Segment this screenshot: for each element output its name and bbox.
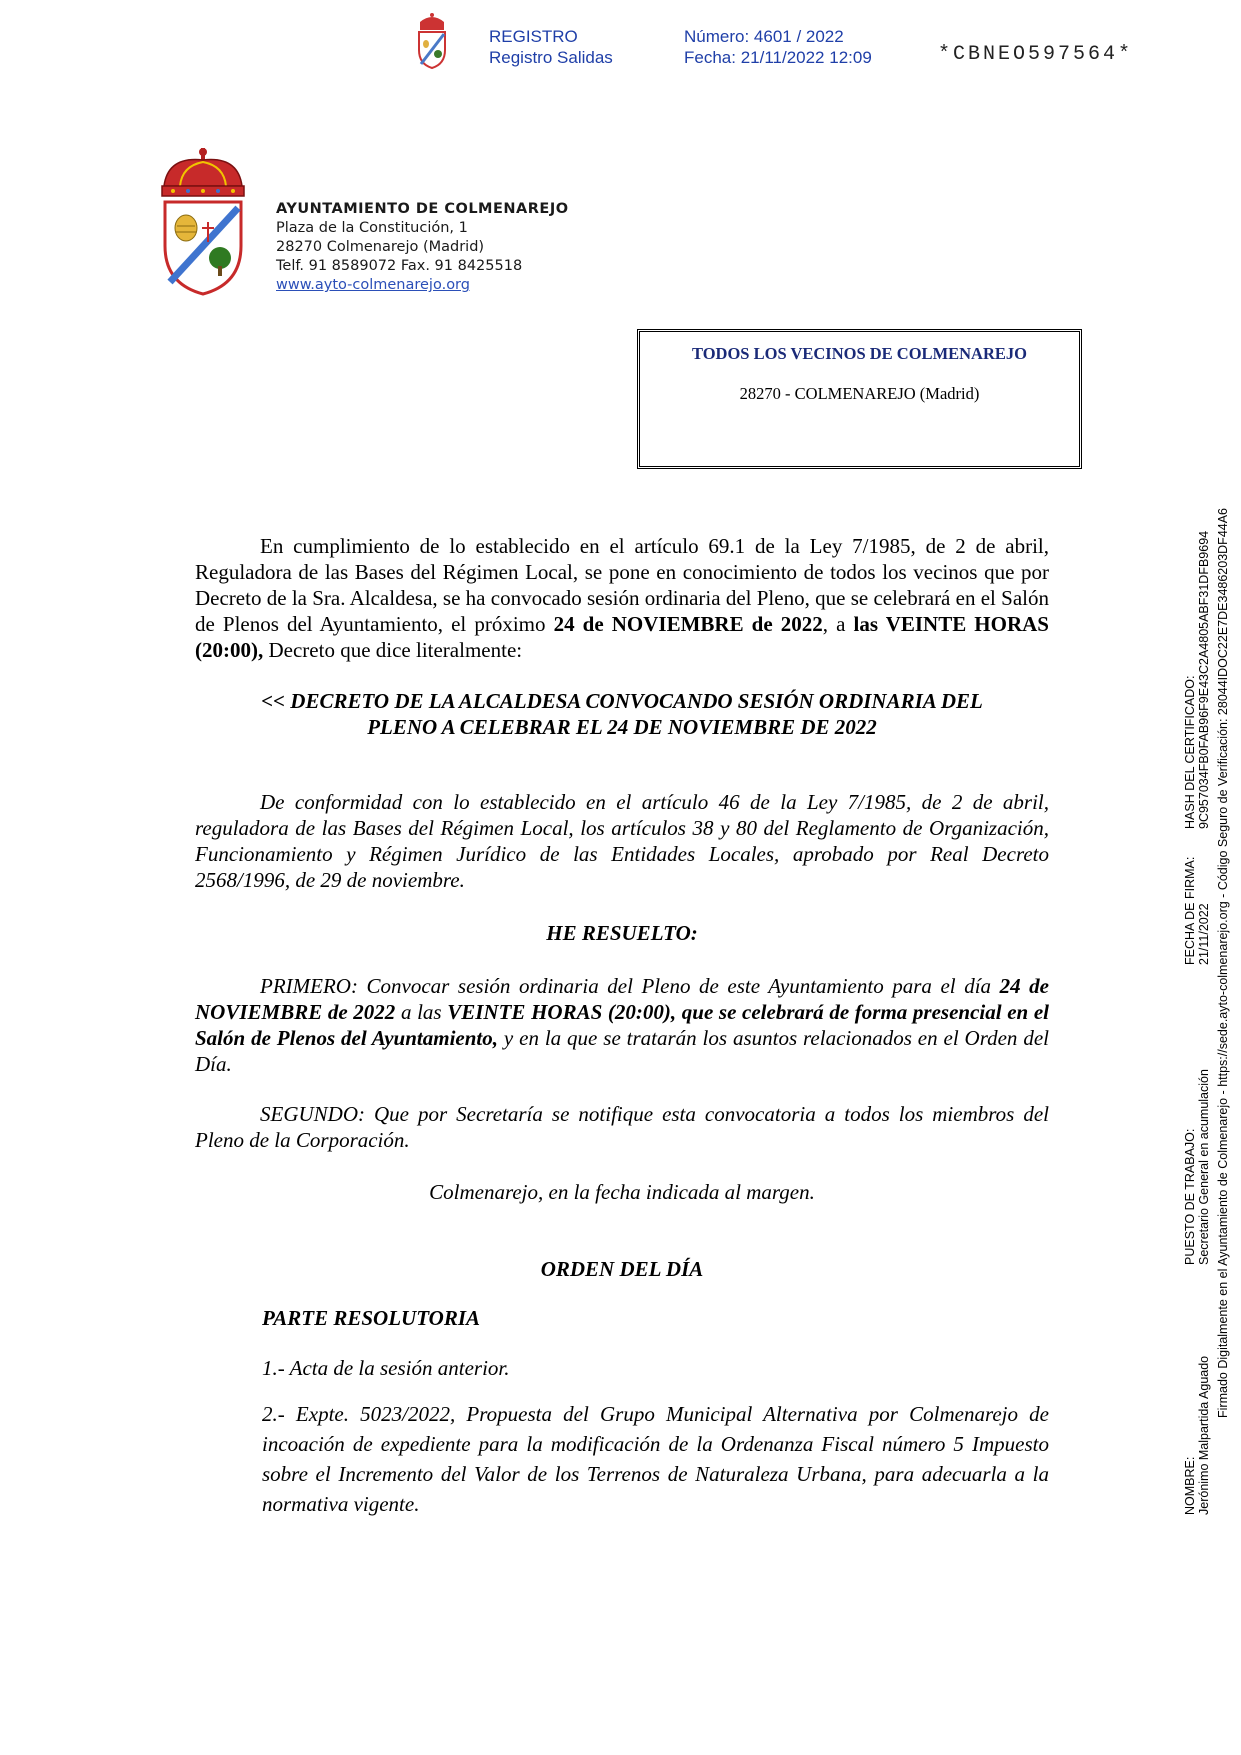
agenda-item: 1.- Acta de la sesión anterior.: [262, 1356, 510, 1380]
registry-date: Fecha: 21/11/2022 12:09: [684, 48, 872, 67]
municipality-phone: Telf. 91 8589072 Fax. 91 8425518: [276, 258, 523, 274]
registry-sublabel: Registro Salidas: [489, 48, 613, 67]
municipality-name: AYUNTAMIENTO DE COLMENAREJO: [276, 201, 569, 217]
registry-label: REGISTRO: [489, 27, 578, 46]
date-note: Colmenarejo, en la fecha indicada al margen.: [429, 1180, 815, 1204]
segundo-paragraph: SEGUNDO: Que por Secretaría se notifique esta convocatoria a todos los miembros del Pleno de la Corporación.: [195, 1102, 1049, 1152]
intro-paragraph: En cumplimiento de lo establecido en el artículo 69.1 de la Ley 7/1985, de 2 de abril, Reguladora de las Bases del Régimen Local, se pone en conocimiento de todos los vecinos que por Decreto de la Sra. Alcaldesa, se ha convocado sesión ordinaria del Pleno, que se celebrará en el Salón de Plenos del Ayuntamiento, el próximo 24 de NOVIEMBRE de 2022, a las VEINTE HORAS (20:00), Decreto que dice literalmente:: [195, 534, 1049, 662]
primero-paragraph: PRIMERO: Convocar sesión ordinaria del Pleno de este Ayuntamiento para el día 24 de NOVIEMBRE de 2022 a las VEINTE HORAS (20:00), que se celebrará de forma presencial en el Salón de Plenos del Ayuntamiento, y en la que se tratarán los asuntos relacionados en el Orden del Día.: [195, 974, 1050, 1076]
decree-title-line1: << DECRETO DE LA ALCALDESA CONVOCANDO SESIÓN ORDINARIA DEL: [261, 689, 983, 713]
agenda-section-heading: PARTE RESOLUTORIA: [262, 1306, 481, 1330]
signer-position-label: PUESTO DE TRABAJO:: [1183, 1128, 1197, 1265]
recipient-address-box: [637, 329, 1082, 469]
registry-barcode: *CBNEO597564*: [938, 43, 1134, 66]
agenda-heading: ORDEN DEL DÍA: [540, 1257, 704, 1281]
registry-details: [684, 26, 872, 68]
signer-name: Jerónimo Malpartida Aguado: [1197, 1355, 1211, 1515]
registry-labels: [489, 26, 613, 68]
signature-date: 21/11/2022: [1197, 903, 1211, 965]
signer-name-label: NOMBRE:: [1183, 1456, 1197, 1515]
certificate-hash: 9C957034FB0FAB96F9E43C2A4805ABF31DFB9694: [1197, 530, 1211, 829]
municipal-crest-icon: [158, 146, 248, 298]
registry-crest-icon: [412, 12, 452, 70]
recipient-name: TODOS LOS VECINOS DE COLMENAREJO: [692, 344, 1027, 363]
conformidad-paragraph: De conformidad con lo establecido en el artículo 46 de la Ley 7/1985, de 2 de abril, reguladora de las Bases del Régimen Local, los artículos 38 y 80 del Reglamento de Organización, Funcionamiento y Régimen Jurídico de las Entidades Locales, aprobado por Real Decreto 2568/1996, de 29 de noviembre.: [195, 790, 1049, 892]
municipality-postal: 28270 Colmenarejo (Madrid): [276, 239, 485, 255]
certificate-hash-block: [1183, 531, 1211, 829]
letterhead: [276, 200, 569, 295]
recipient-city: 28270 - COLMENAREJO (Madrid): [739, 384, 980, 403]
registry-number: Número: 4601 / 2022: [684, 27, 844, 46]
signer-name-block: [1183, 1356, 1211, 1515]
municipality-address: Plaza de la Constitución, 1: [276, 220, 468, 236]
agenda-item: 2.- Expte. 5023/2022, Propuesta del Grupo Municipal Alternativa por Colmenarejo de incoación de expediente para la modificación de la Ordenanza Fiscal número 5 Impuesto sobre el Incremento del Valor de los Terrenos de Naturaleza Urbana, para adecuarla a la normativa vigente.: [262, 1402, 1049, 1516]
decree-title: [195, 688, 1049, 740]
signature-date-block: [1183, 857, 1211, 965]
municipality-website-link[interactable]: www.ayto-colmenarejo.org: [276, 277, 470, 293]
signer-position-block: [1183, 1069, 1211, 1265]
intro-time: las VEINTE HORAS (20:00),: [195, 612, 1049, 662]
digital-signature-footer: Firmado Digitalmente en el Ayuntamiento de Colmenarejo - https://sede.ayto-colmenarejo.org - Código Seguro de Verificación: 28044IDOC22E7DE3486203DF44A6: [1216, 507, 1230, 1418]
resuelto-heading: HE RESUELTO:: [546, 921, 698, 945]
signature-date-label: FECHA DE FIRMA:: [1183, 856, 1197, 965]
intro-date: 24 de NOVIEMBRE de 2022: [553, 612, 823, 636]
decree-title-line2: PLENO A CELEBRAR EL 24 DE NOVIEMBRE DE 2022: [367, 715, 877, 739]
certificate-hash-label: HASH DEL CERTIFICADO:: [1183, 675, 1197, 829]
signer-position: Secretario General en acumulación: [1197, 1069, 1211, 1265]
